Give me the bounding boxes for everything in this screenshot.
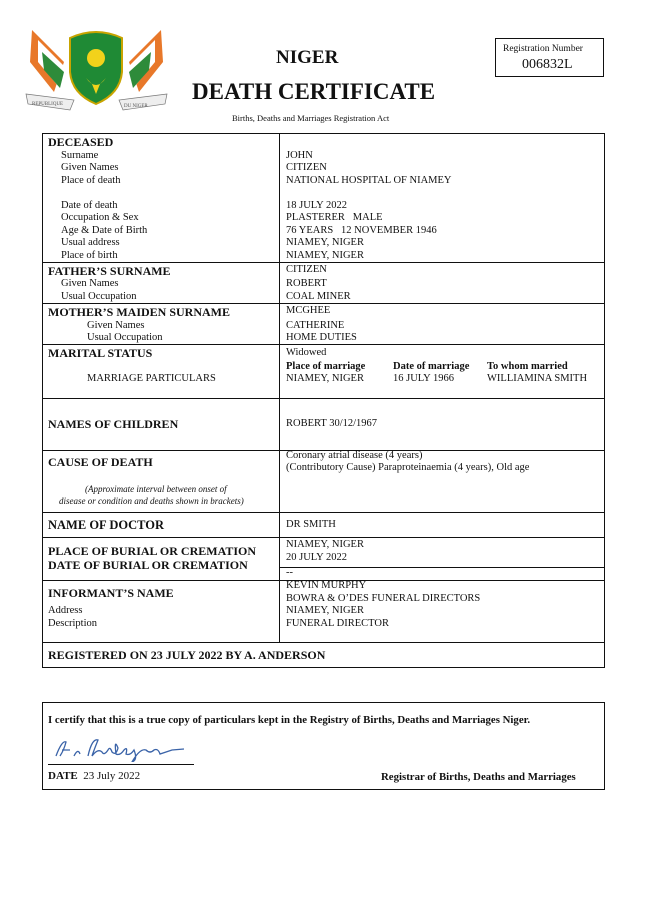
informant-address: NIAMEY, NIGER — [286, 605, 364, 616]
field-value: HOME DUTIES — [286, 332, 357, 343]
field-label: Given Names — [61, 278, 119, 289]
father-heading: FATHER’S SURNAME — [48, 264, 171, 278]
field-label: Occupation & Sex — [61, 212, 139, 223]
field-value: NIAMEY, NIGER — [286, 250, 364, 261]
field-label: Surname — [61, 150, 99, 161]
burial-date: 20 JULY 2022 — [286, 552, 347, 563]
field-value: COAL MINER — [286, 291, 351, 302]
column-divider — [279, 133, 280, 642]
field-value: NATIONAL HOSPITAL OF NIAMEY — [286, 175, 452, 186]
registration-label: Registration Number — [503, 44, 583, 54]
marriage-column-header: Date of marriage — [393, 361, 470, 372]
row-divider — [42, 303, 605, 304]
mother-heading: MOTHER’S MAIDEN SURNAME — [48, 305, 231, 319]
date-value: 23 July 2022 — [83, 770, 141, 782]
field-value: 18 JULY 2022 — [286, 200, 347, 211]
registrar-title: Registrar of Births, Deaths and Marriages — [381, 771, 576, 783]
doctor-heading: NAME OF DOCTOR — [48, 518, 164, 532]
field-value: 76 YEARS 12 NOVEMBER 1946 — [286, 225, 437, 236]
burial-place: NIAMEY, NIGER — [286, 539, 364, 550]
marriage-particulars-label: MARRIAGE PARTICULARS — [87, 373, 216, 384]
registered-statement: REGISTERED ON 23 JULY 2022 BY A. ANDERSON — [48, 648, 326, 662]
date-label: DATE — [48, 770, 78, 782]
row-divider — [42, 398, 605, 399]
certification-date — [48, 770, 140, 782]
row-divider — [42, 537, 605, 538]
informant-description: FUNERAL DIRECTOR — [286, 618, 389, 629]
marriage-column-header: To whom married — [487, 361, 568, 372]
certification-statement: I certify that this is a true copy of particulars kept in the Registry of Births, Deaths and Marriages Niger. — [48, 714, 531, 726]
field-label: Given Names — [87, 320, 145, 331]
cause-note: (Approximate interval between onset of — [85, 484, 227, 494]
row-divider — [42, 642, 605, 643]
field-label: Usual address — [61, 237, 120, 248]
signature — [52, 734, 192, 762]
informant-company: BOWRA & O’DES FUNERAL DIRECTORS — [286, 593, 481, 604]
marriage-value: 16 JULY 1966 — [393, 373, 454, 384]
svg-text:DU NIGER: DU NIGER — [124, 104, 148, 109]
row-divider — [42, 344, 605, 345]
field-value: CATHERINE — [286, 320, 345, 331]
field-label: Usual Occupation — [87, 332, 163, 343]
description-label: Description — [48, 618, 97, 629]
field-label: Age & Date of Birth — [61, 225, 148, 236]
marriage-value: WILLIAMINA SMITH — [487, 373, 588, 384]
country-title: NIGER — [276, 47, 339, 68]
mother-surname: MCGHEE — [286, 305, 331, 316]
cause-note: disease or condition and deaths shown in brackets) — [59, 496, 244, 506]
coat-of-arms-logo — [24, 22, 169, 114]
deceased-heading: DECEASED — [48, 135, 114, 149]
field-value: NIAMEY, NIGER — [286, 237, 364, 248]
row-divider — [279, 567, 605, 568]
field-value: CITIZEN — [286, 162, 327, 173]
children-value: ROBERT 30/12/1967 — [286, 418, 378, 429]
svg-text:REPUBLIQUE: REPUBLIQUE — [32, 102, 64, 107]
field-value: PLASTERER MALE — [286, 212, 383, 223]
informant-name: KEVIN MURPHY — [286, 580, 367, 591]
registration-number: 006832L — [522, 57, 573, 72]
row-divider — [42, 262, 605, 263]
marital-status: Widowed — [286, 347, 327, 358]
cause-heading: CAUSE OF DEATH — [48, 455, 153, 469]
act-subtitle: Births, Deaths and Marriages Registration Act — [232, 113, 390, 123]
burial-extra: -- — [286, 567, 293, 578]
field-label: Usual Occupation — [61, 291, 137, 302]
marriage-column-header: Place of marriage — [286, 361, 366, 372]
doctor-value: DR SMITH — [286, 519, 336, 530]
field-label: Place of death — [61, 175, 121, 186]
marital-heading: MARITAL STATUS — [48, 346, 153, 360]
field-label: Given Names — [61, 162, 119, 173]
signature-line — [48, 764, 194, 765]
field-value: ROBERT — [286, 278, 327, 289]
informant-heading: INFORMANT’S NAME — [48, 586, 174, 600]
burial-date-heading: DATE OF BURIAL OR CREMATION — [48, 558, 248, 572]
document-title: DEATH CERTIFICATE — [192, 79, 436, 104]
field-value: JOHN — [286, 150, 313, 161]
burial-place-heading: PLACE OF BURIAL OR CREMATION — [48, 544, 257, 558]
field-label: Place of birth — [61, 250, 118, 261]
children-heading: NAMES OF CHILDREN — [48, 417, 179, 431]
marriage-value: NIAMEY, NIGER — [286, 373, 364, 384]
field-label: Date of death — [61, 200, 118, 211]
cause-line: (Contributory Cause) Paraproteinaemia (4 years), Old age — [286, 462, 530, 473]
address-label: Address — [48, 605, 83, 616]
row-divider — [42, 512, 605, 513]
cause-line: Coronary atrial disease (4 years) — [286, 450, 423, 461]
father-surname: CITIZEN — [286, 264, 327, 275]
